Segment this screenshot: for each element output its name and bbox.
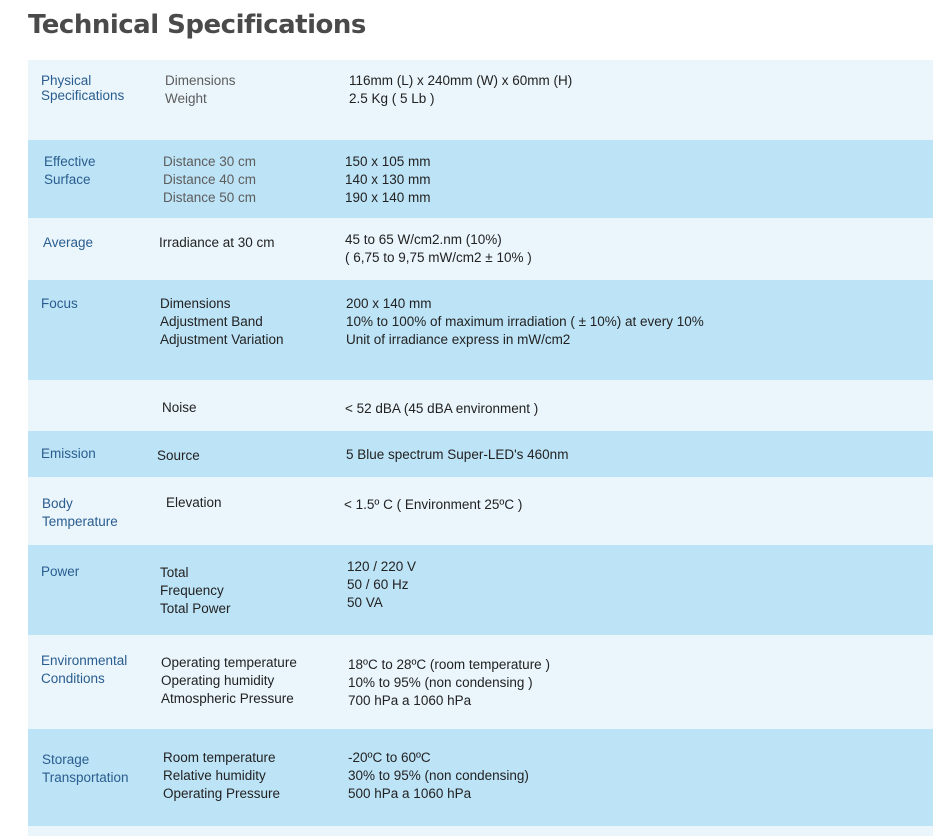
row-category — [43, 234, 93, 252]
spec-row-trailing — [28, 826, 933, 836]
property-label: Atmospheric Pressure — [161, 691, 294, 706]
property-label: Noise — [162, 400, 197, 415]
row-properties — [160, 295, 284, 349]
row-properties — [161, 654, 297, 708]
property-value: 150 x 105 mm — [345, 154, 431, 169]
spec-row-body-temperature — [28, 477, 933, 545]
property-label: Operating temperature — [161, 655, 297, 670]
row-properties — [163, 153, 256, 207]
category-line: Focus — [41, 296, 78, 311]
category-line: Specifications — [41, 88, 125, 103]
property-value: 50 / 60 Hz — [347, 577, 409, 592]
property-label: Elevation — [166, 495, 222, 510]
spec-row-physical — [28, 60, 933, 140]
property-label: Adjustment Variation — [160, 332, 284, 347]
property-value: 18ºC to 28ºC (room temperature ) — [348, 657, 550, 672]
property-label: Dimensions — [160, 296, 231, 311]
category-line: Storage — [42, 752, 90, 767]
row-category — [42, 495, 118, 531]
property-label: Adjustment Band — [160, 314, 263, 329]
row-values — [349, 72, 572, 108]
property-value: ( 6,75 to 9,75 mW/cm2 ± 10% ) — [345, 250, 532, 265]
row-category — [41, 652, 127, 688]
property-value: < 52 dBA (45 dBA environment ) — [345, 401, 539, 416]
property-label: Distance 30 cm — [163, 154, 257, 169]
property-label: Operating humidity — [161, 673, 275, 688]
property-value: < 1.5º C ( Environment 25ºC ) — [344, 497, 523, 512]
row-values — [345, 153, 431, 207]
category-line: Physical — [41, 73, 92, 88]
row-properties — [157, 447, 200, 465]
spec-row-power — [28, 545, 933, 635]
property-label: Room temperature — [163, 750, 276, 765]
property-value: 700 hPa a 1060 hPa — [348, 693, 472, 708]
spec-row-environmental-conditions — [28, 635, 933, 729]
property-label: Dimensions — [165, 73, 236, 88]
row-properties — [162, 399, 197, 417]
category-line: Body — [42, 496, 73, 511]
row-values — [345, 400, 538, 418]
property-label: Relative humidity — [163, 768, 266, 783]
row-properties — [165, 72, 236, 108]
property-value: 50 VA — [347, 595, 383, 610]
category-line: Average — [43, 235, 94, 250]
spec-row-average — [28, 218, 933, 280]
property-value: 5 Blue spectrum Super-LED's 460nm — [346, 447, 569, 462]
property-value: 30% to 95% (non condensing) — [348, 768, 529, 783]
row-category — [42, 751, 129, 787]
property-value: 200 x 140 mm — [346, 296, 432, 311]
category-line: Emission — [41, 446, 96, 461]
property-label: Weight — [165, 91, 207, 106]
spec-row-focus — [28, 280, 933, 380]
row-category — [41, 563, 79, 581]
row-values — [348, 749, 529, 803]
row-properties — [160, 564, 231, 618]
row-values — [346, 295, 704, 349]
spec-row-storage-transportation — [28, 729, 933, 826]
row-values — [348, 656, 550, 710]
spec-row-noise — [28, 380, 933, 431]
property-label: Irradiance at 30 cm — [159, 235, 275, 250]
property-label: Source — [157, 448, 200, 463]
category-line: Effective — [44, 154, 96, 169]
row-values — [345, 231, 532, 267]
category-line: Transportation — [42, 770, 129, 785]
property-value: -20ºC to 60ºC — [348, 750, 431, 765]
page-title: Technical Specifications — [28, 10, 366, 40]
property-value: 140 x 130 mm — [345, 172, 431, 187]
category-line: Conditions — [41, 671, 105, 686]
property-value: 190 x 140 mm — [345, 190, 431, 205]
row-category — [44, 153, 96, 189]
row-category — [41, 73, 124, 103]
row-values — [347, 558, 416, 612]
property-label: Distance 40 cm — [163, 172, 257, 187]
row-values — [346, 446, 568, 464]
spec-row-emission — [28, 431, 933, 477]
category-line: Environmental — [41, 653, 128, 668]
property-label: Operating Pressure — [163, 786, 281, 801]
category-line: Power — [41, 564, 80, 579]
property-label: Total Power — [160, 601, 231, 616]
property-label: Distance 50 cm — [163, 190, 257, 205]
property-value: 10% to 95% (non condensing ) — [348, 675, 533, 690]
property-value: 2.5 Kg ( 5 Lb ) — [349, 91, 435, 106]
spec-table — [28, 60, 933, 836]
row-category — [41, 445, 96, 463]
spec-row-effective-surface — [28, 140, 933, 218]
row-properties — [159, 234, 275, 252]
category-line: Surface — [44, 172, 91, 187]
property-value: 116mm (L) x 240mm (W) x 60mm (H) — [349, 73, 573, 88]
row-category — [41, 295, 78, 313]
property-value: 45 to 65 W/cm2.nm (10%) — [345, 232, 502, 247]
property-value: 500 hPa a 1060 hPa — [348, 786, 472, 801]
property-label: Frequency — [160, 583, 224, 598]
category-line: Temperature — [42, 514, 118, 529]
property-label: Total — [160, 565, 189, 580]
property-value: 120 / 220 V — [347, 559, 417, 574]
row-values — [344, 496, 522, 514]
property-value: 10% to 100% of maximum irradiation ( ± 10%) at every 10% — [346, 314, 704, 329]
row-properties — [166, 494, 222, 512]
property-value: Unit of irradiance express in mW/cm2 — [346, 332, 571, 347]
row-properties — [163, 749, 280, 803]
